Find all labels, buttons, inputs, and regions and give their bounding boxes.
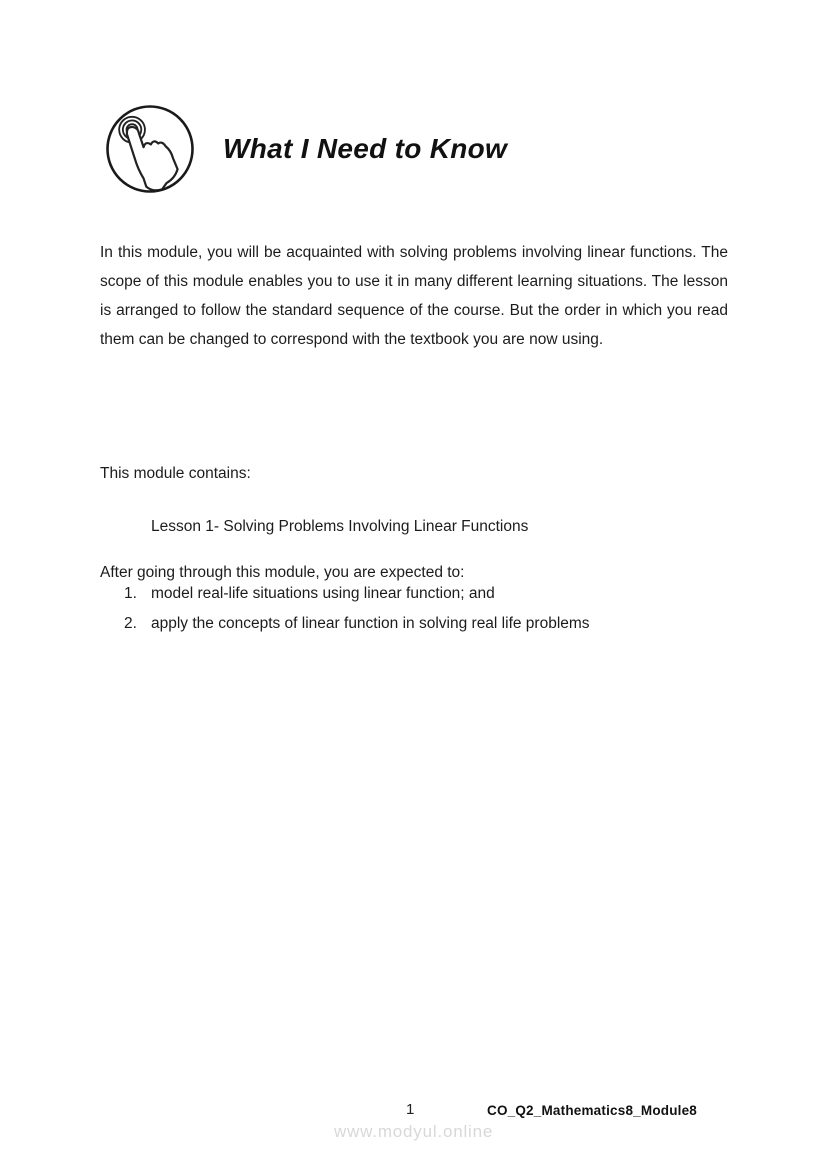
list-item-text: apply the concepts of linear function in solving real life problems [151,615,590,632]
page-title: What I Need to Know [223,133,508,164]
list-item [124,585,704,603]
module-contains-label: This module contains: [100,464,251,482]
section-header [104,103,507,195]
tap-hand-icon [104,103,196,195]
watermark-text: www.modyul.online [334,1122,494,1141]
list-item-number: 1. [124,585,137,602]
objectives-list [124,585,704,645]
lesson-title: Lesson 1- Solving Problems Involving Linear Functions [151,517,529,535]
list-item-number: 2. [124,615,137,632]
intro-paragraph: In this module, you will be acquainted with solving problems involving linear functions. The scope of this module enables you to use it in many different learning situations. The lesson is arranged to follow the standard sequence of the course. But the order in which you read them can be changed to correspond with the textbook you are now using. [100,243,728,348]
list-item-text: model real-life situations using linear function; and [151,585,495,602]
expectations-label: After going through this module, you are expected to: [100,563,465,581]
page-number: 1 [406,1101,415,1118]
module-code: CO_Q2_Mathematics8_Module8 [487,1103,698,1118]
list-item [124,615,704,633]
